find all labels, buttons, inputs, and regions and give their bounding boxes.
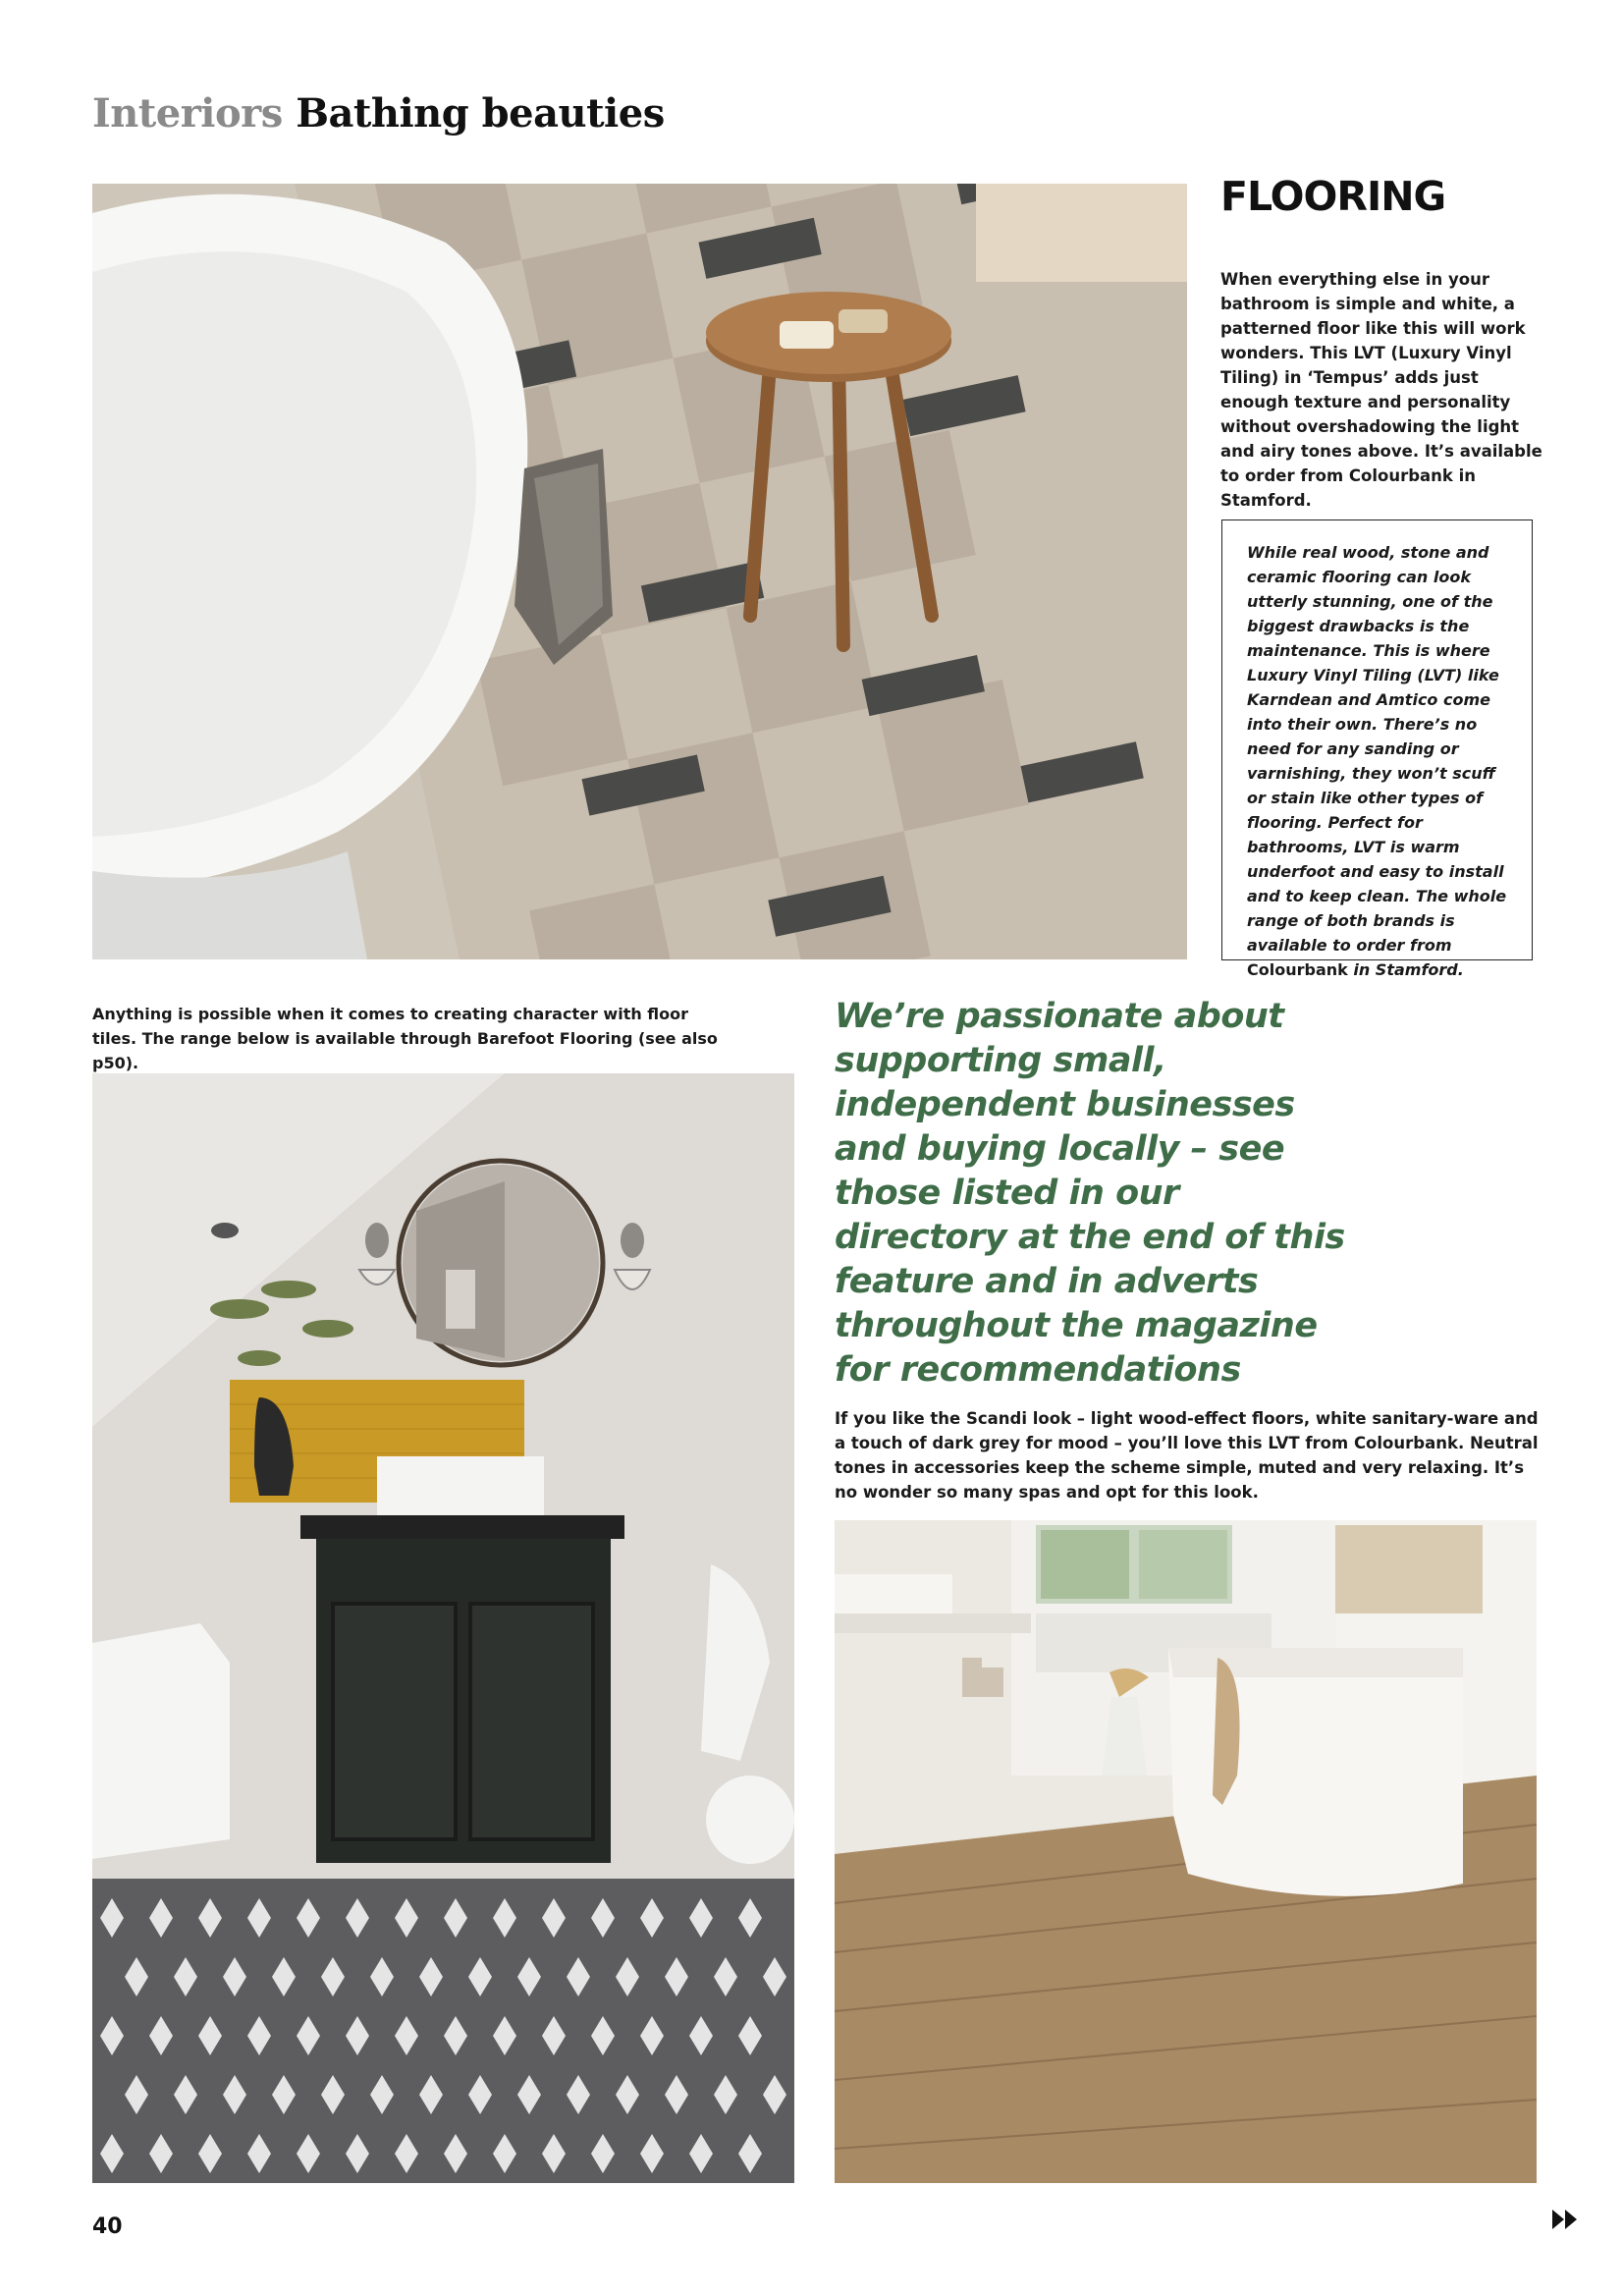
section-label: Interiors [92,90,283,137]
section-heading: FLOORING [1220,173,1446,220]
fast-forward-icon[interactable] [1551,2208,1579,2236]
info-boxout [1221,519,1533,979]
boxout-text: While real wood, stone and ceramic flooring can look utterly stunning, one of the biggest drawbacks is the maintenance. This is where Luxury Vinyl Tiling (LVT) like Karndean and Amtico come into their own. There’s no need for any sanding or varnishing, they won’t scuff or stain like other types of flooring. Perfect for bathrooms, LVT is warm underfoot and easy to install and to keep clean. The whole range of both brands is available to order from Colourbank in Stamford. [1247,543,1507,979]
caption-left-brand: Barefoot Flooring [476,1029,633,1048]
page-header [92,90,665,137]
caption-right-brand: Colourbank [1353,1434,1458,1452]
caption-right: If you like the Scandi look – light wood-effect floors, white sanitary-ware and a touch of dark grey for mood – you’ll love this LVT from Colourbank. Neutral tones in accessories keep the scheme simple, muted and very relaxing. It’s no wonder so many spas and opt for this look. [835,1409,1539,1502]
flooring-intro: When everything else in your bathroom is simple and white, a patterned floor like this will work wonders. This LVT (Luxury Vinyl Tiling) in ‘Tempus’ adds just enough texture and personality without overshadowing the light and airy tones above. It’s available to order from Colourbank in Stamford. [1220,270,1542,510]
bath-tiles-photo [92,184,1187,959]
page-title: Bathing beauties [296,90,665,137]
vanity-bathroom-photo [92,1073,794,2183]
boxout-brand: Colourbank [1247,960,1348,979]
page-number: 40 [92,2214,123,2239]
caption-left: Anything is possible when it comes to creating character with floor tiles. The range below is available through Barefoot Flooring (see also p50). [92,1005,718,1072]
scandi-bathroom-photo [835,1520,1537,2183]
pull-quote: We’re passionate about supporting small, independent businesses and buying locally – see those listed in our directory at the end of this feature and in adverts throughout the magazine for recommendations [835,997,1345,1390]
